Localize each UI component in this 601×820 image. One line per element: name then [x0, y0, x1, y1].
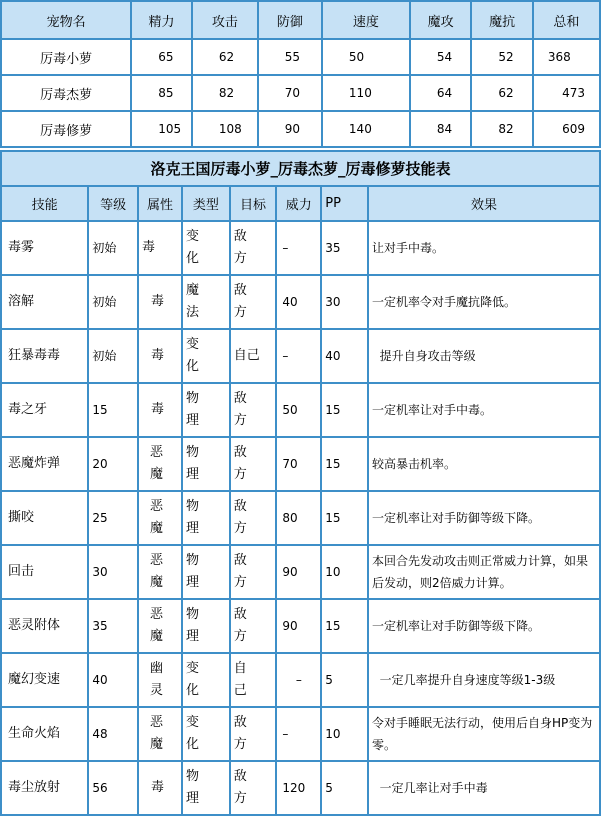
skill-level: 48 [89, 708, 137, 760]
skill-target-char: 方 [233, 575, 247, 590]
skill-target-char: 方 [233, 629, 247, 644]
skill-power: – [277, 222, 320, 274]
skill-type-char: 化 [185, 683, 199, 698]
skill-name: 毒之牙 [2, 384, 87, 436]
header-level: 等级 [89, 187, 137, 220]
header-total: 总和 [534, 2, 599, 38]
pet-name: 厉毒修萝 [2, 112, 130, 146]
stat-magic-defense: 62 [472, 76, 532, 110]
skill-target [231, 492, 276, 544]
skill-effect: 较高暴击机率。 [369, 438, 599, 490]
stat-magic-defense: 52 [472, 40, 532, 74]
table-row [2, 276, 599, 328]
stat-hp: 65 [132, 40, 191, 74]
skill-name: 毒尘放射 [2, 762, 87, 814]
skill-effect: 让对手中毒。 [369, 222, 599, 274]
skill-effect: 一定几率提升自身速度等级1-3级 [369, 654, 599, 706]
header-target: 目标 [231, 187, 276, 220]
table-row [2, 654, 599, 706]
skill-type-char: 化 [185, 737, 199, 752]
skill-name: 毒雾 [2, 222, 87, 274]
skill-type [183, 276, 229, 328]
table-row [2, 546, 599, 598]
skill-effect: 一定机率让对手中毒。 [369, 384, 599, 436]
pet-name: 厉毒小萝 [2, 40, 130, 74]
stat-defense: 70 [259, 76, 321, 110]
skill-type-char: 理 [185, 521, 199, 536]
skill-type-char: 理 [185, 467, 199, 482]
skill-effect: 一定机率让对手防御等级下降。 [369, 600, 599, 652]
stat-speed: 110 [323, 76, 409, 110]
skill-target-char: 方 [233, 791, 247, 806]
header-magic-defense: 魔抗 [472, 2, 532, 38]
skill-target-char: 敌 [233, 229, 247, 244]
skill-pp: 15 [322, 438, 367, 490]
skill-target-char: 己 [233, 683, 247, 698]
skill-type [183, 708, 229, 760]
skill-type-char: 物 [185, 445, 199, 460]
stat-defense: 55 [259, 40, 321, 74]
skill-target-char: 敌 [233, 445, 247, 460]
stat-magic-attack: 84 [411, 112, 471, 146]
skill-target [231, 600, 276, 652]
skill-type-char: 物 [185, 769, 199, 784]
skill-type-char: 物 [185, 499, 199, 514]
skill-level: 40 [89, 654, 137, 706]
header-effect: 效果 [369, 187, 599, 220]
skill-type [183, 330, 229, 382]
skill-element: 恶魔 [139, 546, 181, 598]
stat-attack: 82 [193, 76, 257, 110]
skill-type-char: 物 [185, 391, 199, 406]
skill-target-char: 方 [233, 413, 247, 428]
skill-pp: 15 [322, 492, 367, 544]
header-magic-attack: 魔攻 [411, 2, 471, 38]
stat-attack: 108 [193, 112, 257, 146]
skill-target-char: 敌 [233, 553, 247, 568]
skill-element: 毒 [139, 330, 181, 382]
skill-element: 恶魔 [139, 708, 181, 760]
skill-name: 魔幻变速 [2, 654, 87, 706]
stat-magic-attack: 54 [411, 40, 471, 74]
skill-pp: 35 [322, 222, 367, 274]
skill-name: 撕咬 [2, 492, 87, 544]
header-hp: 精力 [132, 2, 191, 38]
skill-power: 120 [277, 762, 320, 814]
skill-name: 恶魔炸弹 [2, 438, 87, 490]
stat-hp: 105 [132, 112, 191, 146]
skill-name: 恶灵附体 [2, 600, 87, 652]
skill-power: – [277, 654, 320, 706]
skill-target [231, 384, 276, 436]
skill-element: 毒 [139, 276, 181, 328]
skill-element: 恶魔 [139, 600, 181, 652]
skill-level: 20 [89, 438, 137, 490]
skill-pp: 30 [322, 276, 367, 328]
stat-speed: 140 [323, 112, 409, 146]
skill-pp: 5 [322, 654, 367, 706]
skills-header-row [2, 187, 599, 220]
skill-power: 80 [277, 492, 320, 544]
skill-element: 恶魔 [139, 492, 181, 544]
skill-pp: 40 [322, 330, 367, 382]
skill-type-char: 物 [185, 553, 199, 568]
skill-name: 狂暴毒毒 [2, 330, 87, 382]
skill-effect: 一定机率让对手防御等级下降。 [369, 492, 599, 544]
skill-type-char: 化 [185, 359, 199, 374]
skill-type-char: 理 [185, 629, 199, 644]
skill-type [183, 384, 229, 436]
skill-power: 70 [277, 438, 320, 490]
skill-target-char: 敌 [233, 499, 247, 514]
skill-type-char: 变 [185, 229, 199, 244]
skill-type-char: 变 [185, 337, 199, 352]
skill-type-char: 变 [185, 715, 199, 730]
skill-target-char: 方 [233, 305, 247, 320]
skill-pp: 10 [322, 546, 367, 598]
table-row [2, 330, 599, 382]
skill-type-char: 法 [185, 305, 199, 320]
stat-total: 368 [534, 40, 599, 74]
pet-name: 厉毒杰萝 [2, 76, 130, 110]
header-attack: 攻击 [193, 2, 257, 38]
skill-pp: 15 [322, 384, 367, 436]
stat-magic-defense: 82 [472, 112, 532, 146]
skill-level: 初始 [89, 222, 137, 274]
skill-effect: 提升自身攻击等级 [369, 330, 599, 382]
skill-target-char: 敌 [233, 391, 247, 406]
skill-type-char: 魔 [185, 283, 199, 298]
header-pet-name: 宠物名 [2, 2, 130, 38]
header-speed: 速度 [323, 2, 409, 38]
table-row [2, 492, 599, 544]
table-row [2, 76, 599, 110]
skill-target-char: 方 [233, 737, 247, 752]
skill-pp: 5 [322, 762, 367, 814]
skill-target [231, 708, 276, 760]
skill-effect: 本回合先发动攻击则正常威力计算，如果后发动，则2倍威力计算。 [369, 546, 599, 598]
skill-element: 幽灵 [139, 654, 181, 706]
skills-table [0, 150, 601, 816]
skill-type-char: 化 [185, 251, 199, 266]
skill-type-char: 理 [185, 575, 199, 590]
skill-type [183, 600, 229, 652]
header-pp: PP [322, 187, 367, 220]
stat-magic-attack: 64 [411, 76, 471, 110]
skill-target-char: 自己 [233, 348, 260, 363]
skill-element: 毒 [139, 762, 181, 814]
skill-type [183, 222, 229, 274]
skill-type-char: 理 [185, 791, 199, 806]
skill-target [231, 762, 276, 814]
skill-target-char: 方 [233, 521, 247, 536]
skill-level: 56 [89, 762, 137, 814]
table-row [2, 40, 599, 74]
skill-pp: 10 [322, 708, 367, 760]
stat-total: 609 [534, 112, 599, 146]
table-row [2, 438, 599, 490]
skill-power: 90 [277, 600, 320, 652]
stat-defense: 90 [259, 112, 321, 146]
stat-speed: 50 [323, 40, 409, 74]
skill-level: 25 [89, 492, 137, 544]
skill-type [183, 546, 229, 598]
skill-effect: 一定几率让对手中毒 [369, 762, 599, 814]
stat-hp: 85 [132, 76, 191, 110]
skill-power: – [277, 330, 320, 382]
skill-target-char: 方 [233, 467, 247, 482]
skill-target [231, 654, 276, 706]
header-type: 类型 [183, 187, 229, 220]
skill-type [183, 438, 229, 490]
skill-power: – [277, 708, 320, 760]
header-element: 属性 [139, 187, 181, 220]
skill-pp: 15 [322, 600, 367, 652]
skills-table-title: 洛克王国厉毒小萝_厉毒杰萝_厉毒修萝技能表 [2, 152, 599, 185]
skill-effect: 令对手睡眠无法行动，使用后自身HP变为零。 [369, 708, 599, 760]
table-row [2, 600, 599, 652]
skill-level: 35 [89, 600, 137, 652]
skill-target [231, 438, 276, 490]
table-row [2, 112, 599, 146]
skill-element: 恶魔 [139, 438, 181, 490]
skill-element: 毒 [139, 384, 181, 436]
pet-stats-table [0, 0, 601, 148]
skill-target-char: 敌 [233, 715, 247, 730]
skill-level: 30 [89, 546, 137, 598]
table-row [2, 384, 599, 436]
skill-target [231, 546, 276, 598]
skill-type-char: 物 [185, 607, 199, 622]
skill-power: 90 [277, 546, 320, 598]
table-row [2, 708, 599, 760]
skill-power: 40 [277, 276, 320, 328]
skill-type [183, 492, 229, 544]
skill-type [183, 654, 229, 706]
skill-level: 初始 [89, 276, 137, 328]
stat-total: 473 [534, 76, 599, 110]
skill-target-char: 敌 [233, 283, 247, 298]
skill-type-char: 变 [185, 661, 199, 676]
skill-target-char: 方 [233, 251, 247, 266]
skill-target-char: 敌 [233, 769, 247, 784]
header-defense: 防御 [259, 2, 321, 38]
skill-power: 50 [277, 384, 320, 436]
stat-attack: 62 [193, 40, 257, 74]
header-power: 威力 [277, 187, 320, 220]
skill-target [231, 330, 276, 382]
skill-name: 溶解 [2, 276, 87, 328]
skill-target-char: 敌 [233, 607, 247, 622]
skill-element: 毒 [139, 222, 181, 274]
skill-name: 回击 [2, 546, 87, 598]
skill-type [183, 762, 229, 814]
table-row [2, 762, 599, 814]
header-skill: 技能 [2, 187, 87, 220]
skill-type-char: 理 [185, 413, 199, 428]
skill-name: 生命火焰 [2, 708, 87, 760]
skill-effect: 一定机率令对手魔抗降低。 [369, 276, 599, 328]
stats-header-row [2, 2, 599, 38]
skill-level: 初始 [89, 330, 137, 382]
skill-target [231, 222, 276, 274]
table-row [2, 222, 599, 274]
skill-target [231, 276, 276, 328]
skill-target-char: 自 [233, 661, 247, 676]
skill-level: 15 [89, 384, 137, 436]
